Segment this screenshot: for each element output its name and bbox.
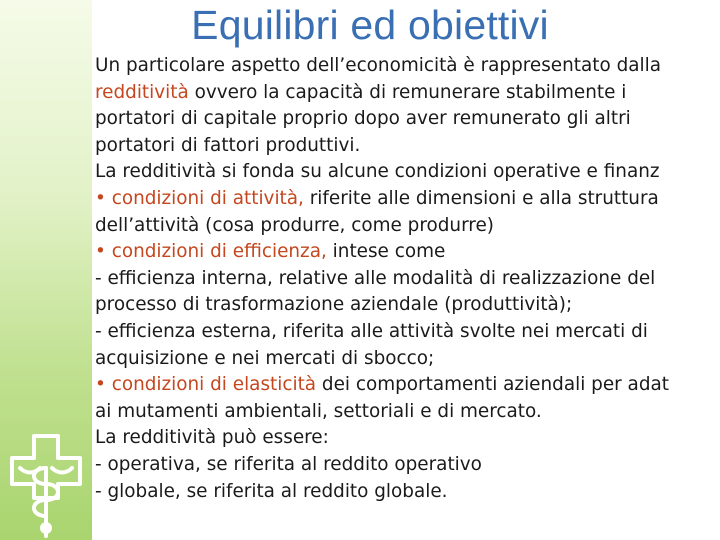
text-line [95, 106, 720, 133]
text-line [95, 186, 720, 213]
bullet-marker: • [95, 374, 112, 396]
text-span: intese come [326, 241, 446, 263]
text-line [95, 399, 720, 426]
text-line [95, 159, 720, 186]
text-span: portatori di capitale proprio dopo aver remunerato gli altri [95, 108, 631, 130]
text-line [95, 425, 720, 452]
text-span: dell’attività (cosa produrre, come produrre) [95, 214, 494, 236]
text-span: ai mutamenti ambientali, settoriali e di mercato. [95, 400, 542, 422]
caduceus-cross-logo [6, 428, 86, 540]
text-line [95, 479, 720, 506]
text-span: La redditività può essere: [95, 427, 329, 449]
text-span: acquisizione e nei mercati di sbocco; [95, 347, 435, 369]
slide-body [95, 53, 720, 505]
text-span: processo di trasformazione aziendale (produttività); [95, 294, 573, 316]
text-span: - efficienza interna, relative alle modalità di realizzazione del [95, 267, 656, 289]
text-line [95, 452, 720, 479]
bullet-marker: • [95, 241, 112, 263]
text-line [95, 213, 720, 240]
text-line [95, 292, 720, 319]
text-span: - efficienza esterna, riferita alle attività svolte nei mercati di [95, 320, 648, 342]
text-line [95, 80, 720, 107]
text-span: riferite alle dimensioni e alla struttura [303, 187, 659, 209]
text-line [95, 319, 720, 346]
text-line [95, 372, 720, 399]
text-span: dei comportamenti aziendali per adat [316, 374, 669, 396]
highlighted-term: condizioni di elasticità [111, 374, 317, 396]
highlighted-term: redditività [95, 81, 189, 103]
highlighted-term: condizioni di efficienza, [111, 241, 327, 263]
text-span: La redditività si fonda su alcune condizioni operative e finanz [95, 161, 660, 183]
text-line [95, 266, 720, 293]
text-span: ovvero la capacità di remunerare stabilmente i [188, 81, 627, 103]
bullet-marker: • [95, 187, 112, 209]
text-line [95, 239, 720, 266]
text-span: portatori di fattori produttivi. [95, 134, 361, 156]
text-line [95, 133, 720, 160]
text-line [95, 346, 720, 373]
text-line [95, 53, 720, 80]
slide-title: Equilibri ed obiettivi [191, 2, 549, 48]
text-span: - operativa, se riferita al reddito operativo [95, 453, 482, 475]
text-span: - globale, se riferita al reddito globale. [95, 480, 448, 502]
text-span: Un particolare aspetto dell’economicità è rappresentato dalla [95, 55, 661, 76]
highlighted-term: condizioni di attività, [111, 187, 304, 209]
